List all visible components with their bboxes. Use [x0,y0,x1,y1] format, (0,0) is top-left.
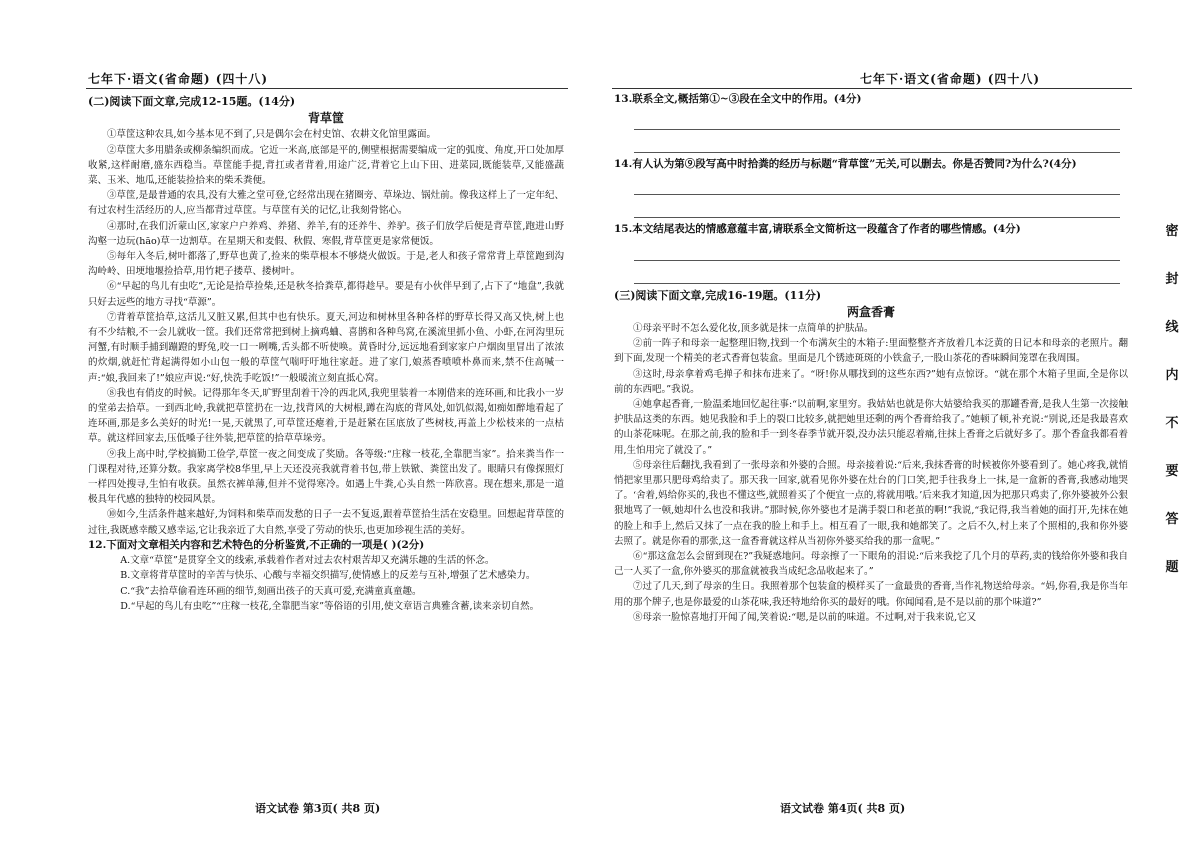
question-13: 13.联系全文,概括第①~③段在全文中的作用。(4分) [614,93,862,105]
left-page-header: 七年下·语文(省命题) (四十八) [88,72,269,86]
seal-line-notice [1160,220,1184,604]
seal-line-char: 答 [1165,512,1179,527]
seal-line-char: 线 [1165,320,1179,335]
section2-heading: (二)阅读下面文章,完成12-15题。(14分) [88,95,296,108]
seal-line-char: 封 [1165,272,1179,287]
seal-line-char: 内 [1165,368,1179,383]
right-page-footer: 语文试卷 第4页( 共8 页) [780,802,906,815]
essay2-paragraph: ③这时,母亲拿着鸡毛掸子和抹布进来了。“呀!你从哪找到的这些东西?”她有点惊讶。“就在那个木箱子里面,全是你以前的东西吧。”我说。 [614,368,1128,395]
essay1-title: 背草筐 [307,111,344,126]
essay1-paragraph: ⑨我上高中时,学校搞勤工俭学,草筐一夜之间变成了奖励。各等级:“庄稼一枝花,全靠肥当家”。拾来粪当作一门课程对待,还算分数。我家离学校8华里,早上天还没亮我就背着书包,带上铁锨、粪筐出发了。眼睛只有像探照灯一样四处搜寻,生怕有收获。虽然衣裤单薄,但并不觉得寒冷。如遇上牛粪,心头自然一阵欣喜。现在想来,那是一道极具年代感的独特的校园风景。 [88,448,564,506]
essay2-paragraph: ⑧母亲一脸惊喜地打开闻了闻,笑着说:“嗯,是以前的味道。不过啊,对于我来说,它又 [633,611,977,623]
essay2-paragraph: ⑥“那这盒怎么会留到现在?”我疑惑地问。母亲擦了一下眼角的泪说:“后来我挖了几个月的草药,卖的钱给你外婆和我自己一人买了一盒,你外婆买的那盒就被我当成纪念品收起来了。” [614,551,1128,578]
essay1-paragraph: ④那时,在我们沂蒙山区,家家户户养鸡、养猪、养羊,有的还养牛、养驴。孩子们放学后便是背草筐,跑进山野沟壑一边玩(hāo)草一边割草。在星期天和麦假、秋假、寒假,背草筐更是家常便饭。 [88,220,564,247]
seal-line-char: 密 [1165,224,1179,239]
essay2-paragraph: ④她拿起香膏,一脸温柔地回忆起往事:“以前啊,家里穷。我姑姑也就是你大姑婆给我买的那罐香膏,是我人生第一次接触护肤品这类的东西。她见我脸和手上的裂口比较多,就把她里还剩的两个香膏给我了。”她顿了顿,补充说:“别说,还是我最喜欢的山茶花味呢。在那之前,我的脸和手一到冬春季节就开裂,没办法只能忍着痛,往抹上香膏之后就好多了。那个香盒我都看着用,生怕用完了就没了。” [614,399,1128,456]
right-header-rule [612,88,1132,89]
essay1-paragraph: ③草筐,是最普通的农具,没有大雅之堂可登,它经常出现在猪圈旁、草垛边、锅灶前。像我这样上了一定年纪、有过农村生活经历的人,应当都背过草筐。与草筐有关的记忆,让我刻骨铭心。 [88,190,564,217]
left-header-rule [86,88,568,89]
answer-line[interactable] [634,172,1120,195]
question-12-option-a[interactable]: A.文章“草筐”是贯穿全文的线索,承载着作者对过去农村艰苦却又充满乐趣的生活的怀念。 [120,555,495,567]
left-column [88,92,564,614]
question-12-option-d[interactable]: D.“早起的鸟儿有虫吃”“庄稼一枝花,全靠肥当家”等俗语的引用,使文章语言典雅含蓄,读来亲切自然。 [120,600,540,612]
essay2-title: 两盒香膏 [846,304,895,319]
essay1-paragraph: ①草筐这种农具,如今基本见不到了,只是偶尔会在村史馆、农耕文化馆里露面。 [107,129,437,141]
seal-line-char: 不 [1165,416,1179,431]
seal-line-char: 要 [1165,464,1179,479]
right-column [614,92,1128,625]
essay2-paragraph: ⑤母亲往后翻找,我看到了一张母亲和外婆的合照。母亲接着说:“后来,我抹香膏的时候被你外婆看到了。她心疼我,就悄悄把家里那只肥母鸡给卖了。那天我一回家,就看见你外婆在灶台的门口笑,把手往我身上一抹,是一盒新的香膏,我感动地哭了。‘舍着,妈给你买的,我也不懂这些,就照着买了个便宜一点的,将就用哦。’后来我才知道,因为把那只鸡卖了,你外婆被外公狠狠地骂了一顿,她却什么也没和我讲。”那时候,你外婆也才是满手裂口和老茧的啊!”我说,“我记得,我当着她的面打开,先抹在她的脸上和手上,然后又抹了一点在我的脸上和手上。相互看了一眼,我和她都笑了。之后不久,村上来了个照相的,我和你外婆去照了。就是你看的那张,这一盒香膏就这样从当初你外婆买给我的那一盒呢。” [614,459,1128,547]
answer-line[interactable] [634,107,1120,130]
answer-line[interactable] [634,130,1120,153]
essay1-paragraph: ⑥“早起的鸟儿有虫吃”,无论是拾草捡柴,还是秋冬拾粪草,都得趁早。要是有小伙伴早到了,占下了“地盘”,我就只好去远些的地方寻找“草源”。 [88,281,564,308]
section3-heading: (三)阅读下面文章,完成16-19题。(11分) [614,288,822,302]
essay1-paragraph: ⑦背着草筐拾草,这活儿又脏又累,但其中也有快乐。夏天,河边和树林里各种各样的野草长得又高又快,树上也有不少结粮,不一会儿就收一筐。我们还常常把到树上摘鸡蛐、喜鹊和各种鸟窝,在溪流里抓小鱼、小虾,在河沟里玩河蟹,有时顺手捕到蹦蹬的野兔,咬一口一咧嘴,舌头都不听使唤。黄昏时分,远远地看到家家户户烟囱里冒出了浓浓的炊烟,就赶忙背起满得如小山包一般的草筐气喘吁吁地往家赶。进了家门,娘蒸香喷喷朴鼻而来,禁不住高喊一声:“娘,我回来了!”娘应声说:“好,快洗手吃饭!”一般暖流立刻直抵心窝。 [88,311,564,384]
essay2-paragraph: ②前一阵子和母亲一起整理旧物,找到一个布满灰尘的木箱子:里面整整齐齐放着几本泛黄的日记本和母亲的老照片。翻到下面,发现一个精美的老式香膏包装盒。里面是几个锈迹斑斑的小铁盒子,一股山茶花的香味瞬间笼罩在我周围。 [614,338,1128,365]
question-12-option-b[interactable]: B.文章将背草筐时的辛苦与快乐、心酸与幸福交织描写,使情感上的反差与互补,增强了艺术感染力。 [120,570,536,582]
essay2-paragraph: ①母亲平时不怎么爱化妆,顶多就是抹一点简单的护肤品。 [633,323,874,335]
left-page-footer: 语文试卷 第3页( 共8 页) [255,802,381,815]
right-page-header: 七年下·语文(省命题) (四十八) [860,72,1041,86]
answer-line[interactable] [634,238,1120,261]
question-12-option-c[interactable]: C.“我”去拾草偷看连环画的细节,刻画出孩子的天真可爱,充满童真童趣。 [120,585,422,597]
question-14: 14.有人认为第⑨段写高中时拾粪的经历与标题“背草筐”无关,可以删去。你是否赞同?为什么?(4分) [614,158,1077,171]
essay1-paragraph: ⑩如今,生活条件越来越好,为饲料和柴草而发愁的日子一去不复返,跟着草筐拾生活在安稳里。回想起背草筐的过往,我既感幸酸又感幸运,它让我亲近了大自然,享受了劳动的快乐,也更加珍视生活的美好。 [88,509,564,536]
essay1-paragraph: ⑤每年入冬后,树叶都落了,野草也黄了,捡来的柴草根本不够烧火做饭。于是,老人和孩子常常背上草筐跑到沟沟岭岭、田埂地堰捡拾草,用竹耙子搂草、搂树叶。 [88,251,564,278]
answer-line[interactable] [634,195,1120,218]
essay2-paragraph: ⑦过了几天,到了母亲的生日。我照着那个包装盒的模样买了一盒最贵的香膏,当作礼物送给母亲。“妈,你看,我是你当年用的那个牌子,也是你最爱的山茶花味,我还特地给你买的最好的哦。你闻闻看,是不是以前的那个味道?” [614,581,1128,608]
essay1-paragraph: ②草筐大多用腊条或柳条编织而成。它近一米高,底部是平的,侧壁根据需要编成一定的弧度、角度,开口处加厚收紧,这样耐磨,盛东西稳当。草筐能手提,背扛或者背着,用途广泛,背着它上山下田、进菜园,既能装草,又能盛蔬菜、玉米、地瓜,还能装捡拾来的柴禾粪便。 [88,144,564,187]
seal-line-char: 题 [1165,560,1179,575]
question-15: 15.本文结尾表达的情感意蕴丰富,请联系全文简析这一段蕴含了作者的哪些情感。(4分) [614,223,1021,236]
answer-line[interactable] [634,261,1120,284]
essay1-paragraph: ⑧我也有俏皮的时候。记得那年冬天,旷野里刮着干冷的西北风,我兜里装着一本刚借来的连环画,和比我小一岁的堂弟去拾草。一到西北岭,我就把草筐扔在一边,找背风的大树根,蹲在沟底的背风处,如饥似渴,如痴如醉地看起了连环画,那是多么美好的时光!一晃,天就黑了,可草筐还瘪着,于是赶紧在匡底放了些树枝,再盖上少松枝来的一点枯草。就这样回家去,压低嗓子往外装,把草筐的拾草草垛旁。 [88,387,564,445]
question-12-stem: 12.下面对文章相关内容和艺术特色的分析鉴赏,不正确的一项是( )(2分) [88,538,425,551]
